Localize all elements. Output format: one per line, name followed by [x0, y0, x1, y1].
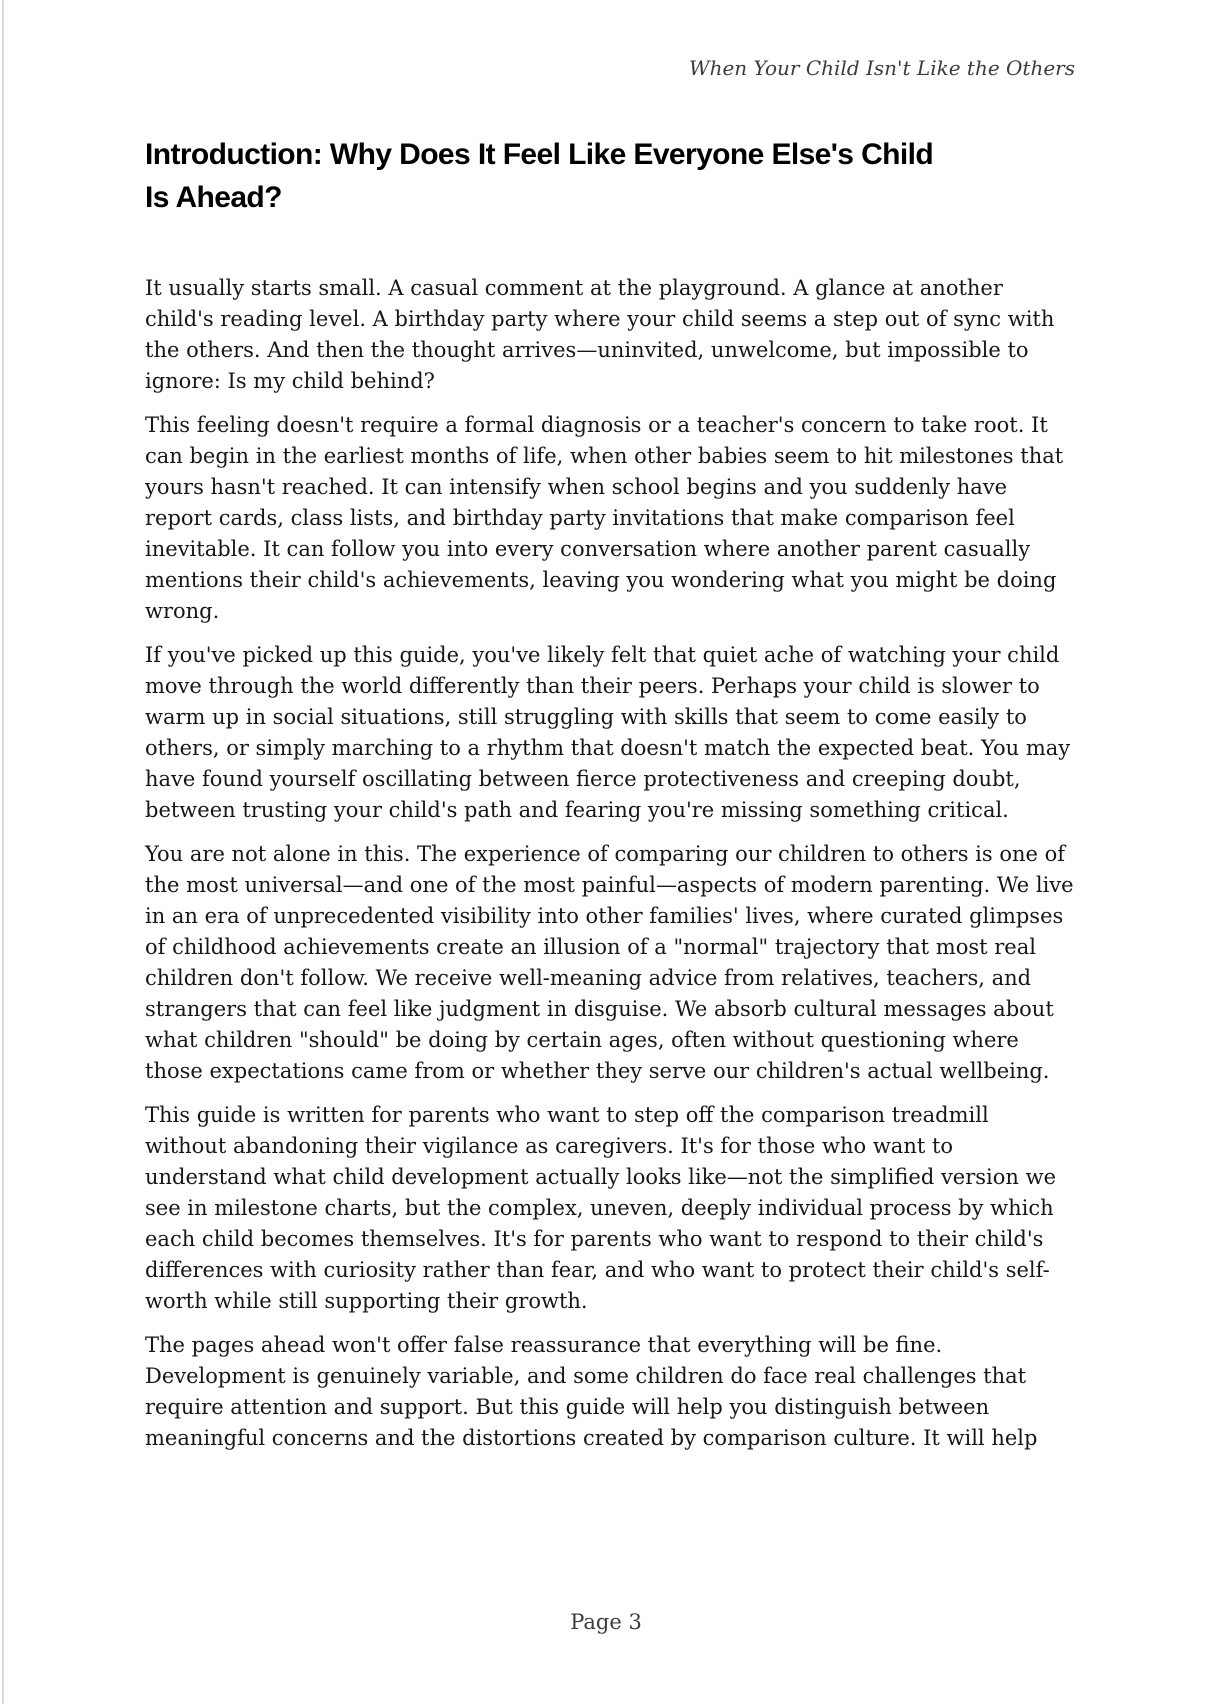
paragraph: This guide is written for parents who want to step off the comparison treadmill without abandoning their vigilance as caregivers. It's for those who want to understand what child development actually looks like—not the simplified version we see in milestone charts, but the complex, uneven, deeply individual process by which each child becomes themselves. It's for parents who want to respond to their child's differences with curiosity rather than fear, and who want to protect their child's self-worth while still supporting their growth. — [145, 1103, 1057, 1313]
page-number: Page 3 — [570, 1610, 642, 1634]
paragraph: This feeling doesn't require a formal diagnosis or a teacher's concern to take root. It can begin in the earliest months of life, when other babies seem to hit milestones that yours hasn't reached. It can intensify when school begins and you suddenly have report cards, class lists, and birthday party invitations that make comparison feel inevitable. It can follow you into every conversation where another parent casually mentions their child's achievements, leaving you wondering what you might be doing wrong. — [145, 413, 1064, 623]
body-text — [145, 273, 1075, 1467]
running-header: When Your Child Isn't Like the Others — [689, 56, 1075, 80]
paragraph: You are not alone in this. The experience of comparing our children to others is one of the most universal—and one of the most painful—aspects of modern parenting. We live in an era of unprecedented visibility into other families' lives, where curated glimpses of childhood achievements create an illusion of a "normal" trajectory that most real children don't follow. We receive well-meaning advice from relatives, teachers, and strangers that can feel like judgment in disguise. We absorb cultural messages about what children "should" be doing by certain ages, often without questioning where those expectations came from or whether they serve our children's actual wellbeing. — [145, 842, 1074, 1083]
paragraph: If you've picked up this guide, you've likely felt that quiet ache of watching your child move through the world differently than their peers. Perhaps your child is slower to warm up in social situations, still struggling with skills that seem to come easily to others, or simply marching to a rhythm that doesn't match the expected beat. You may have found yourself oscillating between fierce protectiveness and creeping doubt, between trusting your child's path and fearing you're missing something critical. — [145, 643, 1071, 822]
page-title-line-1: Introduction: Why Does It Feel Like Everyone Else's Child — [145, 138, 934, 171]
paragraph: The pages ahead won't offer false reassurance that everything will be fine. Development is genuinely variable, and some children do face real challenges that require attention and support. But this guide will help you distinguish between meaningful concerns and the distortions created by comparison culture. It will help — [145, 1333, 1038, 1450]
page-edge-line — [2, 0, 4, 1704]
page-title-line-2: Is Ahead? — [145, 181, 282, 214]
page-title — [145, 133, 1110, 219]
paragraph: It usually starts small. A casual comment at the playground. A glance at another child's reading level. A birthday party where your child seems a step out of sync with the others. And then the thought arrives—uninvited, unwelcome, but impossible to ignore: Is my child behind? — [145, 276, 1055, 393]
